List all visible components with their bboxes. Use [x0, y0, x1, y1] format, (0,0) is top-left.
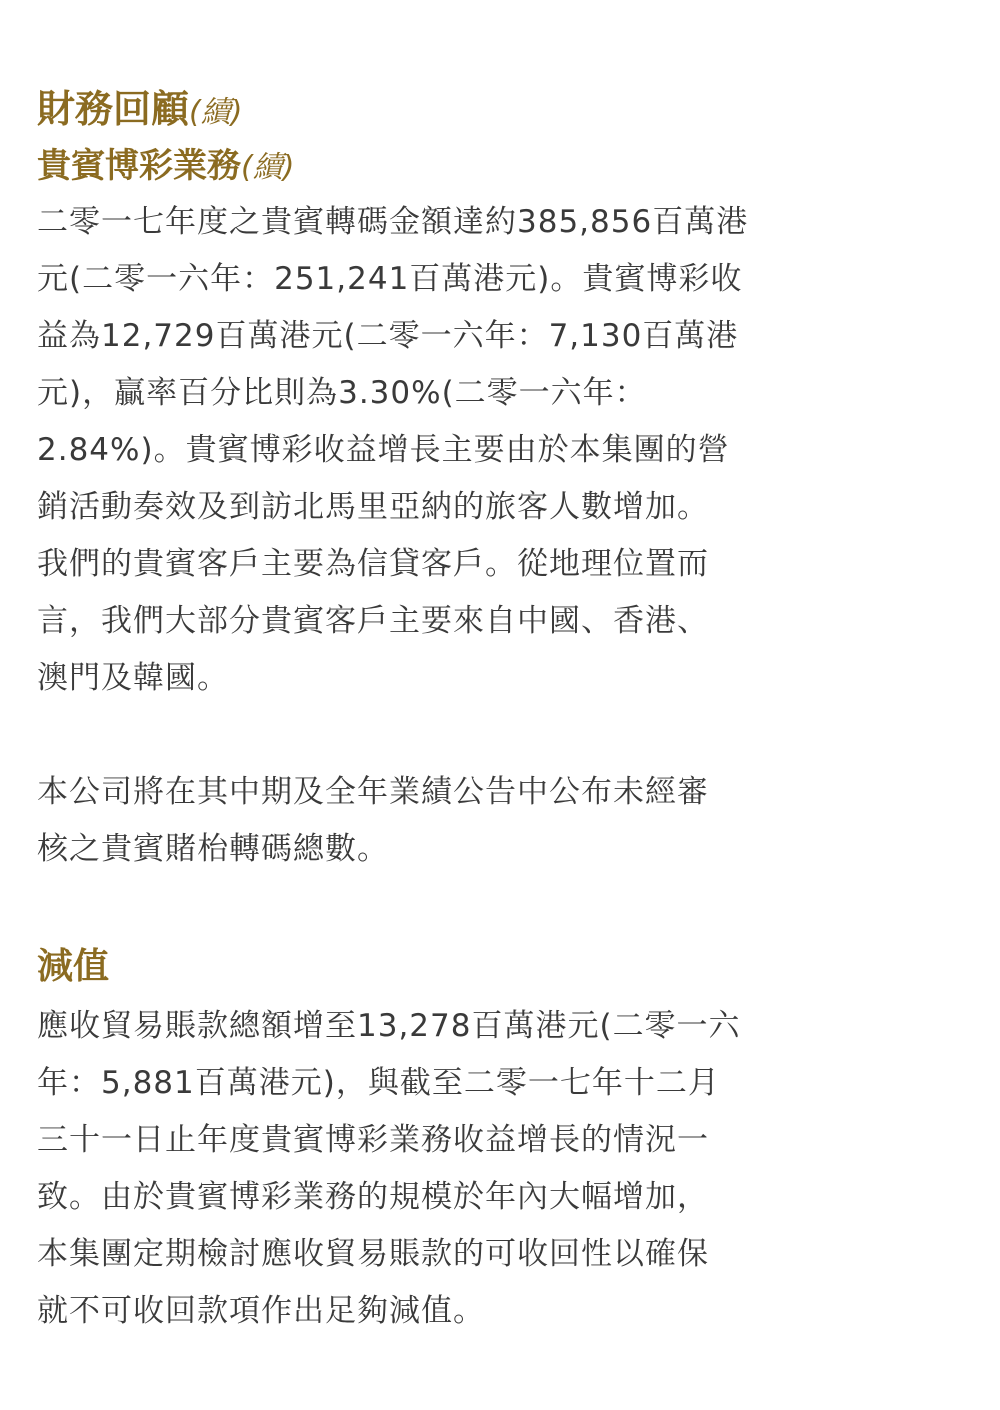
- document-page: [37, 80, 847, 1340]
- page-title-text: 財務回顧: [37, 87, 190, 131]
- paragraph-line: 三十一日止年度貴賓博彩業務收益增長的情況一: [37, 1122, 709, 1158]
- page-title: [37, 80, 847, 138]
- paragraph-line: 本公司將在其中期及全年業績公告中公布未經審: [37, 774, 709, 810]
- paragraph-line: 年：5,881百萬港元)，與截至二零一七年十二月: [37, 1065, 720, 1101]
- paragraph-line: 就不可收回款項作出足夠減值。: [37, 1293, 485, 1329]
- impairment-paragraph: [37, 998, 847, 1340]
- paragraph-line: 澳門及韓國。: [37, 660, 229, 696]
- vip-gaming-paragraph: [37, 194, 847, 707]
- paragraph-line: 本集團定期檢討應收貿易賬款的可收回性以確保: [37, 1236, 709, 1272]
- paragraph-spacer: [37, 707, 847, 764]
- paragraph-line: 應收貿易賬款總額增至13,278百萬港元(二零一六: [37, 1008, 741, 1044]
- section-subtitle: [37, 138, 847, 194]
- paragraph-line: 元(二零一六年：251,241百萬港元)。貴賓博彩收: [37, 261, 743, 297]
- paragraph-line: 2.84%)。貴賓博彩收益增長主要由於本集團的營: [37, 432, 730, 468]
- page-title-continued: (續): [189, 95, 243, 130]
- paragraph-line: 二零一七年度之貴賓轉碼金額達約385,856百萬港: [37, 204, 749, 240]
- paragraph-line: 元)，贏率百分比則為3.30%(二零一六年：: [37, 375, 647, 411]
- section-subtitle-continued: (續): [241, 150, 295, 185]
- paragraph-line: 銷活動奏效及到訪北馬里亞納的旅客人數增加。: [37, 489, 709, 525]
- paragraph-line: 致。由於貴賓博彩業務的規模於年內大幅增加，: [37, 1179, 709, 1215]
- announcement-paragraph: [37, 764, 847, 878]
- paragraph-line: 言，我們大部分貴賓客戶主要來自中國、香港、: [37, 603, 709, 639]
- paragraph-line: 核之貴賓賭枱轉碼總數。: [37, 831, 389, 867]
- paragraph-line: 益為12,729百萬港元(二零一六年：7,130百萬港: [37, 318, 739, 354]
- section-spacer: [37, 878, 847, 936]
- impairment-heading: 減值: [37, 946, 110, 987]
- section-subtitle-text: 貴賓博彩業務: [37, 146, 241, 186]
- paragraph-line: 我們的貴賓客戶主要為信貸客戶。從地理位置而: [37, 546, 709, 582]
